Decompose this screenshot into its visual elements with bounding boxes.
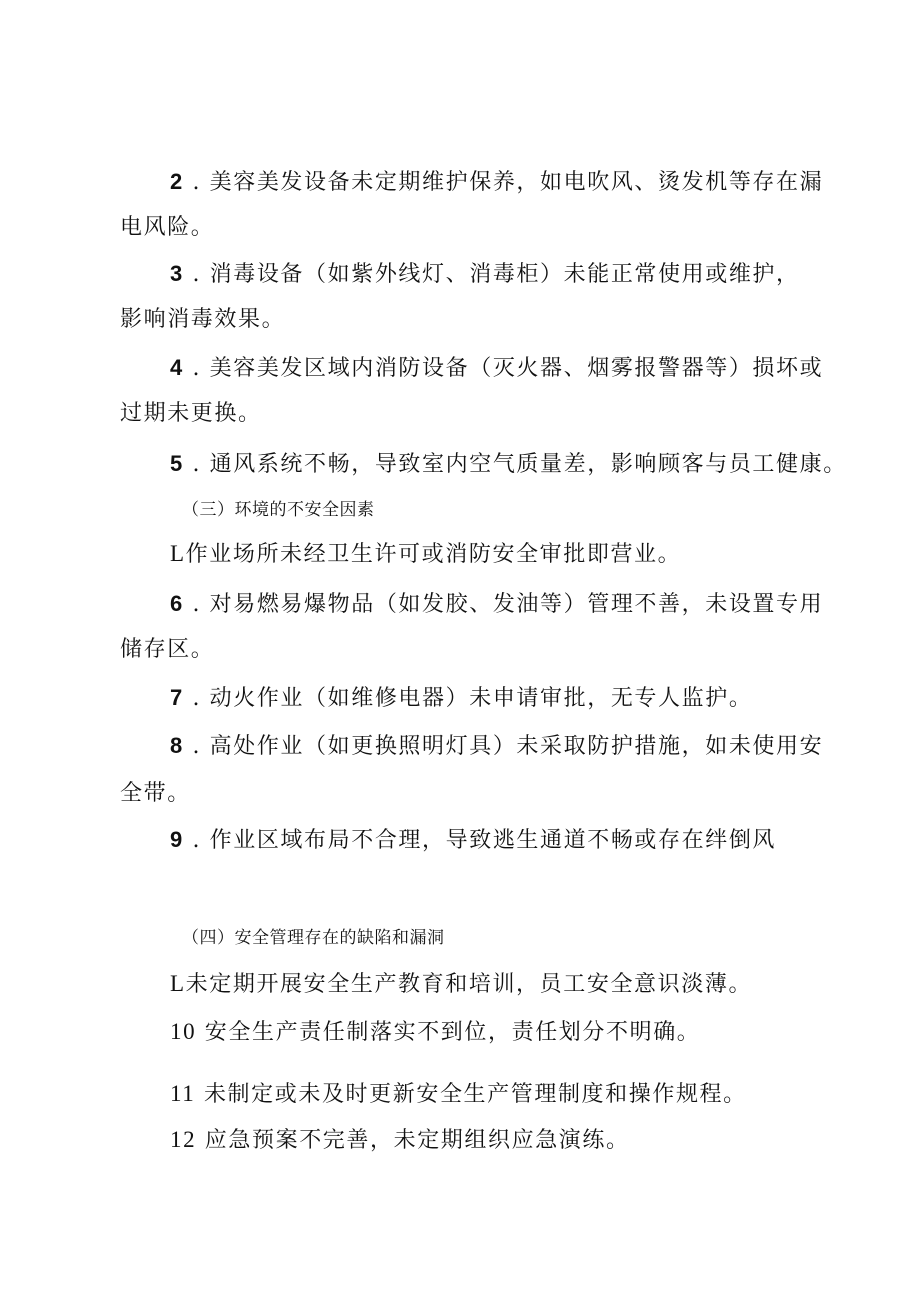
list-item-2-line2: [120, 214, 214, 242]
item-number: 5: [170, 451, 184, 476]
item-number: 2: [170, 169, 184, 194]
section-heading-4: （四）安全管理存在的缺陷和漏洞: [182, 928, 445, 948]
item-number: 7: [170, 685, 184, 710]
item-number: 6: [170, 591, 184, 616]
list-item-4-line1: [170, 354, 823, 383]
list-item-3-line1: [170, 260, 800, 289]
item-text: 动火作业（如维修电器）未申请审批，无专人监护。: [209, 686, 753, 711]
item-separator: .: [192, 452, 202, 477]
item-text: 对易燃易爆物品（如发胶、发油等）管理不善，未设置专用: [209, 592, 824, 617]
item-text: 作业场所未经卫生许可或消防安全审批即营业。: [185, 542, 682, 567]
item-text: 安全生产责任制落实不到位，责任划分不明确。: [204, 1020, 701, 1045]
item-number: 4: [170, 355, 184, 380]
list-item-8-line2: [120, 780, 191, 808]
list-item-6-line2: [120, 636, 214, 664]
item-text-continued: 过期未更换。: [120, 401, 262, 426]
item-text-continued: 储存区。: [120, 637, 215, 662]
item-separator: .: [192, 170, 202, 195]
list-item-8-line1: [170, 732, 823, 761]
item-text-continued: 全带。: [120, 781, 191, 806]
item-number: 10: [170, 1019, 197, 1044]
item-separator: .: [192, 828, 202, 853]
item-number: 12: [170, 1127, 197, 1152]
list-item-12: [170, 1126, 630, 1155]
item-separator: .: [192, 356, 202, 381]
list-item-10: [170, 1018, 700, 1047]
item-separator: .: [192, 262, 202, 287]
item-number: L: [170, 971, 186, 996]
item-number: 8: [170, 733, 184, 758]
list-item-3-line2: [120, 306, 285, 334]
list-item-11: [170, 1080, 747, 1109]
item-number: 3: [170, 261, 184, 286]
item-separator: .: [192, 592, 202, 617]
list-item-2-line1: [170, 168, 823, 197]
list-item-L-mgmt: [170, 970, 752, 999]
list-item-L-env: [170, 540, 681, 569]
item-text: 未制定或未及时更新安全生产管理制度和操作规程。: [203, 1082, 747, 1107]
list-item-5-line1: [170, 450, 847, 479]
section-heading-3: （三）环境的不安全因素: [182, 500, 375, 520]
item-number: L: [170, 541, 186, 566]
item-separator: .: [192, 734, 202, 759]
item-separator: .: [192, 686, 202, 711]
item-text: 未定期开展安全生产教育和培训，员工安全意识淡薄。: [185, 972, 753, 997]
item-number: 9: [170, 827, 184, 852]
item-text: 美容美发设备未定期维护保养，如电吹风、烫发机等存在漏: [209, 170, 824, 195]
item-text: 应急预案不完善，未定期组织应急演练。: [204, 1128, 630, 1153]
list-item-6-line1: [170, 590, 823, 619]
item-text-continued: 影响消毒效果。: [120, 307, 286, 332]
item-text: 作业区域布局不合理，导致逃生通道不畅或存在绊倒风: [209, 828, 777, 853]
list-item-7-line1: [170, 684, 752, 713]
item-number: 11: [170, 1081, 196, 1106]
item-text: 通风系统不畅，导致室内空气质量差，影响顾客与员工健康。: [209, 452, 847, 477]
list-item-4-line2: [120, 400, 262, 428]
item-text-continued: 电风险。: [120, 215, 215, 240]
item-text: 消毒设备（如紫外线灯、消毒柜）未能正常使用或维护，: [209, 262, 800, 287]
list-item-9-line1: [170, 826, 776, 855]
item-text: 高处作业（如更换照明灯具）未采取防护措施，如未使用安: [209, 734, 824, 759]
item-text: 美容美发区域内消防设备（灭火器、烟雾报警器等）损坏或: [209, 356, 824, 381]
